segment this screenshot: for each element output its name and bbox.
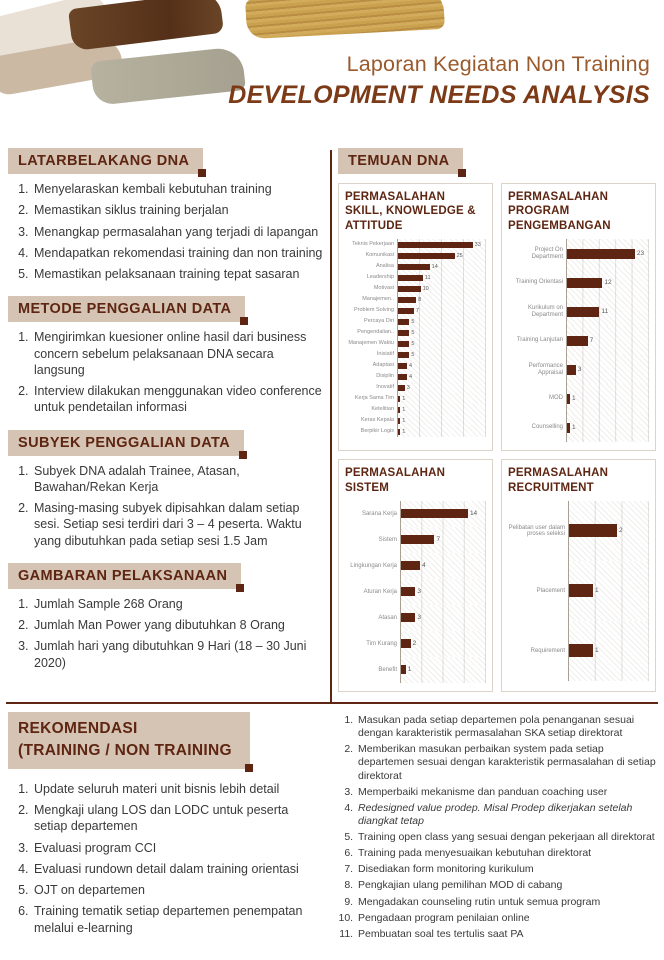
chart-bar-area bbox=[397, 393, 486, 404]
chart-row bbox=[345, 283, 486, 294]
chart-value-label: 7 bbox=[415, 307, 419, 314]
chart-category-label: Inovatif bbox=[376, 383, 394, 390]
chart-row bbox=[508, 355, 649, 384]
list-item: 4. Evaluasi rundown detail dalam training orientasi bbox=[32, 861, 324, 877]
chart-value-label: 2 bbox=[412, 640, 417, 648]
chart-bar bbox=[398, 374, 407, 380]
chart-category-label: Tim Kurang bbox=[366, 640, 397, 647]
chart-bar bbox=[567, 249, 635, 259]
chart-row bbox=[345, 327, 486, 338]
chart-row bbox=[345, 382, 486, 393]
chart-category-label: Manajemen Waktu bbox=[348, 339, 394, 346]
chart-bar bbox=[567, 336, 588, 346]
chart-value-label: 3 bbox=[417, 614, 421, 622]
chart-category-label: Pelibatan user dalam proses seleksi bbox=[508, 524, 565, 537]
chart-value-label: 3 bbox=[406, 384, 410, 391]
chart-card-program bbox=[501, 183, 656, 451]
chart-row bbox=[345, 605, 486, 631]
chart-value-label: 11 bbox=[601, 308, 609, 316]
chart-bar-area bbox=[397, 305, 486, 316]
chart-value-label: 1 bbox=[595, 587, 599, 595]
chart-bar-area bbox=[400, 553, 486, 579]
chart-row bbox=[345, 415, 486, 426]
chart-row bbox=[508, 239, 649, 268]
chart-category-label: Problem Solving bbox=[353, 306, 394, 313]
list-item: 1. Subyek DNA adalah Trainee, Atasan, Bawahan/Rekan Kerja bbox=[32, 463, 324, 496]
chart-row bbox=[345, 527, 486, 553]
chart-category-label: Benefit bbox=[378, 666, 397, 673]
chart-value-label: 3 bbox=[577, 366, 582, 374]
chart-bar-area bbox=[397, 250, 486, 261]
chart-bar bbox=[569, 644, 593, 657]
chart-value-label: 7 bbox=[589, 337, 594, 345]
charts-grid bbox=[338, 183, 656, 692]
left-column bbox=[8, 142, 324, 702]
list-item: 9. Mengadakan counseling rutin untuk semua program bbox=[356, 896, 656, 909]
chart-row bbox=[345, 272, 486, 283]
chart-bar bbox=[398, 396, 400, 402]
chart-category-label: Sarana Kerja bbox=[361, 510, 397, 517]
chart-row bbox=[345, 426, 486, 437]
chart-category-label: Placement bbox=[536, 587, 565, 594]
skill-bar-chart bbox=[345, 239, 486, 437]
rekomendasi-right bbox=[324, 712, 656, 958]
chart-value-label: 3 bbox=[417, 588, 421, 596]
list-item: 6. Training tematik setiap departemen penempatan melalui e-learning bbox=[32, 903, 324, 936]
rekomendasi-left bbox=[8, 712, 324, 958]
chart-title-program: PERMASALAHAN PROGRAM PENGEMBANGAN bbox=[508, 191, 611, 232]
chart-bar-area bbox=[397, 349, 486, 360]
section-gambaran bbox=[8, 557, 324, 671]
chart-value-label: 25 bbox=[456, 252, 463, 259]
section-title-latarbelakang: LATARBELAKANG DNA bbox=[8, 148, 203, 174]
chart-bar-area bbox=[400, 605, 486, 631]
list-item: 4. Mendapatkan rekomendasi training dan non training bbox=[32, 245, 324, 261]
chart-row bbox=[345, 294, 486, 305]
chart-title-sistem: PERMASALAHAN SISTEM bbox=[345, 467, 446, 494]
chart-category-label: Percaya Diri bbox=[364, 317, 394, 324]
list-item: 2. Masing-masing subyek dipisahkan dalam setiap sesi. Setiap sesi terdiri dari 3 – 4 peserta. Waktu yang dibutuhkan pada setiap sesi 1.5 Jam bbox=[32, 500, 324, 549]
list-item: 2. Mengkaji ulang LOS dan LODC untuk peserta setiap departemen bbox=[32, 802, 324, 835]
chart-bar bbox=[398, 330, 409, 336]
list-item: 1. Update seluruh materi unit bisnis lebih detail bbox=[32, 781, 324, 797]
report-header bbox=[0, 0, 664, 142]
chart-value-label: 1 bbox=[571, 395, 576, 403]
chart-category-label: Kerja Sama Tim bbox=[354, 394, 394, 401]
chart-card-skill bbox=[338, 183, 493, 451]
chart-category-label: Manajemen.. bbox=[362, 295, 394, 302]
chart-value-label: 10 bbox=[422, 285, 429, 292]
chart-bar-area bbox=[400, 631, 486, 657]
list-item: 8. Pengkajian ulang pemilihan MOD di cabang bbox=[356, 879, 656, 892]
chart-bar-area bbox=[568, 501, 649, 561]
chart-category-label: Adaptasi bbox=[372, 361, 394, 368]
chart-value-label: 4 bbox=[422, 562, 426, 570]
chart-row bbox=[508, 501, 649, 561]
chart-category-label: Ketelitian bbox=[371, 405, 394, 412]
chart-value-label: 1 bbox=[595, 647, 599, 655]
chart-value-label: 5 bbox=[411, 318, 415, 325]
chart-category-label: Inisiatif bbox=[376, 350, 394, 357]
latarbelakang-list bbox=[8, 181, 324, 282]
chart-row bbox=[508, 384, 649, 413]
section-title-rekomendasi bbox=[8, 712, 250, 769]
chart-bar-area bbox=[400, 527, 486, 553]
chart-row bbox=[345, 657, 486, 683]
chart-bar bbox=[398, 385, 405, 391]
chart-bar-area bbox=[397, 360, 486, 371]
chart-row bbox=[345, 349, 486, 360]
list-item: 5. OJT on departemen bbox=[32, 882, 324, 898]
chart-value-label: 23 bbox=[636, 250, 645, 258]
chart-value-label: 1 bbox=[402, 428, 406, 435]
list-item: 6. Training pada menyesuaikan kebutuhan direktorat bbox=[356, 847, 656, 860]
chart-bar bbox=[401, 639, 411, 648]
chart-category-label: Analisa bbox=[375, 262, 394, 269]
gambaran-list bbox=[8, 596, 324, 671]
chart-bar-area bbox=[400, 579, 486, 605]
chart-row bbox=[345, 316, 486, 327]
chart-bar-area bbox=[568, 621, 649, 681]
section-title-gambaran: GAMBARAN PELAKSANAAN bbox=[8, 563, 241, 589]
chart-row bbox=[345, 631, 486, 657]
chart-bar-area bbox=[397, 239, 486, 250]
chart-bar-area bbox=[397, 316, 486, 327]
recruitment-bar-chart bbox=[508, 501, 649, 681]
list-item: 11. Pembuatan soal tes tertulis saat PA bbox=[356, 928, 656, 941]
chart-row bbox=[345, 338, 486, 349]
list-item: 3. Menangkap permasalahan yang terjadi di lapangan bbox=[32, 224, 324, 240]
chart-bar bbox=[401, 509, 468, 518]
chart-bar-area bbox=[397, 272, 486, 283]
chart-bar bbox=[401, 613, 415, 622]
chart-value-label: 14 bbox=[469, 510, 478, 518]
chart-category-label: Lingkungan Kerja bbox=[350, 562, 397, 569]
chart-bar-area bbox=[566, 268, 649, 297]
chart-row bbox=[345, 553, 486, 579]
chart-category-label: Motivasi bbox=[373, 284, 394, 291]
list-item: 5. Training open class yang sesuai dengan pekerjaan all direktorat bbox=[356, 831, 656, 844]
chart-value-label: 12 bbox=[604, 279, 612, 287]
chart-value-label: 1 bbox=[402, 406, 406, 413]
list-item bbox=[356, 802, 656, 828]
chart-bar-area bbox=[400, 501, 486, 527]
chart-category-label: Komunikasi bbox=[365, 251, 394, 258]
chart-bar bbox=[398, 297, 416, 303]
list-item: 5. Memastikan pelaksanaan training tepat sasaran bbox=[32, 266, 324, 282]
brush-stroke-brown bbox=[68, 0, 224, 51]
chart-category-label: Sistem bbox=[378, 536, 397, 543]
chart-bar-area bbox=[566, 326, 649, 355]
chart-row bbox=[345, 371, 486, 382]
chart-bar bbox=[567, 307, 599, 317]
list-item: 2. Memastikan siklus training berjalan bbox=[32, 202, 324, 218]
chart-bar bbox=[401, 535, 434, 544]
chart-bar-area bbox=[397, 426, 486, 437]
chart-row bbox=[345, 305, 486, 316]
chart-category-label: Teknis Pekerjaan bbox=[352, 240, 394, 247]
program-bar-chart bbox=[508, 239, 649, 442]
chart-category-label: Aturan Kerja bbox=[363, 588, 397, 595]
chart-bar bbox=[401, 587, 415, 596]
chart-row bbox=[508, 268, 649, 297]
chart-row bbox=[345, 404, 486, 415]
chart-bar-area bbox=[397, 283, 486, 294]
chart-value-label: 4 bbox=[409, 362, 413, 369]
chart-bar-area bbox=[397, 338, 486, 349]
rekomendasi-right-list bbox=[336, 714, 656, 941]
chart-bar-area bbox=[397, 294, 486, 305]
chart-bar bbox=[398, 341, 409, 347]
chart-bar bbox=[401, 561, 420, 570]
chart-value-label: 1 bbox=[402, 417, 406, 424]
chart-row bbox=[508, 621, 649, 681]
chart-bar bbox=[398, 418, 400, 424]
chart-category-label: Keras Kepala bbox=[360, 416, 394, 423]
list-item: 2. Interview dilakukan menggunakan video conference untuk pendetailan informasi bbox=[32, 383, 324, 416]
section-metode bbox=[8, 290, 324, 415]
chart-category-label: Kurikulum on Department bbox=[527, 305, 563, 318]
chart-row bbox=[345, 261, 486, 272]
chart-bar bbox=[567, 394, 570, 404]
chart-bar bbox=[398, 308, 414, 314]
list-item: 3. Jumlah hari yang dibutuhkan 9 Hari (18 – 30 Juni 2020) bbox=[32, 638, 324, 671]
chart-value-label: 11 bbox=[424, 274, 431, 281]
chart-category-label: Berpikir Logis bbox=[360, 427, 394, 434]
list-item: 2. Memberikan masukan perbaikan system pada setiap departemen sesuai dengan karakteristik permasalahan di setiap direktorat bbox=[356, 743, 656, 782]
chart-bar-area bbox=[397, 327, 486, 338]
subyek-list bbox=[8, 463, 324, 549]
metode-list bbox=[8, 329, 324, 415]
chart-category-label: Disiplin bbox=[376, 372, 394, 379]
list-item: 3. Evaluasi program CCI bbox=[32, 840, 324, 856]
chart-bar-area bbox=[566, 239, 649, 268]
list-item: 10. Pengadaan program penilaian online bbox=[356, 912, 656, 925]
chart-category-label: Requirement bbox=[530, 647, 565, 654]
chart-value-label: 1 bbox=[407, 666, 412, 674]
chart-value-label: 7 bbox=[436, 536, 441, 544]
chart-category-label: MOD bbox=[549, 395, 563, 402]
chart-bar-area bbox=[397, 371, 486, 382]
chart-card-sistem bbox=[338, 459, 493, 692]
list-item-text: Redesigned value prodep. Misal Prodep dikerjakan setelah diangkat tetap bbox=[358, 801, 633, 827]
chart-title-recruitment: PERMASALAHAN RECRUITMENT bbox=[508, 467, 609, 494]
vertical-divider bbox=[330, 150, 332, 702]
chart-bar-area bbox=[566, 413, 649, 442]
rekomendasi-title-line2: (TRAINING / NON TRAINING bbox=[18, 742, 232, 760]
chart-bar bbox=[398, 242, 473, 248]
report-subtitle: Laporan Kegiatan Non Training bbox=[346, 52, 650, 76]
list-item: 1. Masukan pada setiap departemen pola penanganan sesuai dengan karakteristik permasalahan SKA setiap direktorat bbox=[356, 714, 656, 740]
list-item: 2. Jumlah Man Power yang dibutuhkan 8 Orang bbox=[32, 617, 324, 633]
chart-bar-area bbox=[397, 382, 486, 393]
chart-bar bbox=[569, 524, 617, 537]
chart-value-label: 5 bbox=[411, 351, 415, 358]
chart-card-recruitment bbox=[501, 459, 656, 692]
chart-bar bbox=[398, 407, 400, 413]
section-title-temuan: TEMUAN DNA bbox=[338, 148, 463, 174]
chart-bar-area bbox=[397, 415, 486, 426]
chart-category-label: Project On Department bbox=[531, 247, 563, 260]
chart-value-label: 1 bbox=[571, 424, 576, 432]
chart-bar bbox=[398, 264, 430, 270]
chart-value-label: 5 bbox=[411, 340, 415, 347]
main-content bbox=[0, 142, 664, 702]
chart-bar-area bbox=[566, 355, 649, 384]
chart-row bbox=[508, 297, 649, 326]
chart-category-label: Performance Appraisal bbox=[528, 363, 563, 376]
section-title-metode: METODE PENGGALIAN DATA bbox=[8, 296, 245, 322]
chart-bar-area bbox=[400, 657, 486, 683]
section-latarbelakang bbox=[8, 142, 324, 282]
chart-bar-area bbox=[397, 404, 486, 415]
chart-bar bbox=[398, 275, 423, 281]
chart-bar bbox=[398, 286, 421, 292]
chart-category-label: Training Orientasi bbox=[515, 279, 563, 286]
chart-bar bbox=[569, 584, 593, 597]
section-subyek bbox=[8, 424, 324, 549]
chart-category-label: Counselling bbox=[531, 424, 563, 431]
report-title: DEVELOPMENT NEEDS ANALYSIS bbox=[228, 81, 650, 109]
chart-category-label: Training Lanjutan bbox=[516, 337, 563, 344]
sistem-bar-chart bbox=[345, 501, 486, 683]
chart-bar bbox=[398, 319, 409, 325]
chart-value-label: 1 bbox=[402, 395, 406, 402]
chart-bar bbox=[567, 365, 576, 375]
chart-value-label: 4 bbox=[409, 373, 413, 380]
chart-row bbox=[345, 239, 486, 250]
list-item: 3. Memperbaiki mekanisme dan panduan coaching user bbox=[356, 786, 656, 799]
rekomendasi-section bbox=[0, 704, 664, 958]
rekomendasi-left-list bbox=[8, 781, 324, 936]
brush-stroke-gold bbox=[245, 0, 445, 39]
chart-bar bbox=[398, 352, 409, 358]
list-item: 1. Jumlah Sample 268 Orang bbox=[32, 596, 324, 612]
chart-bar bbox=[401, 665, 406, 674]
chart-value-label: 2 bbox=[619, 527, 623, 535]
chart-bar bbox=[398, 429, 400, 435]
chart-bar bbox=[567, 423, 570, 433]
chart-category-label: Leadership bbox=[366, 273, 394, 280]
chart-category-label: Atasan bbox=[378, 614, 397, 621]
chart-row bbox=[508, 413, 649, 442]
chart-row bbox=[345, 250, 486, 261]
chart-title-skill: PERMASALAHAN SKILL, KNOWLEDGE & ATTITUDE bbox=[345, 191, 476, 232]
chart-value-label: 5 bbox=[411, 329, 415, 336]
chart-bar-area bbox=[566, 297, 649, 326]
chart-value-label: 14 bbox=[431, 263, 438, 270]
chart-bar bbox=[398, 363, 407, 369]
chart-bar-area bbox=[397, 261, 486, 272]
list-item: 7. Disediakan form monitoring kurikulum bbox=[356, 863, 656, 876]
section-title-subyek: SUBYEK PENGGALIAN DATA bbox=[8, 430, 244, 456]
chart-bar bbox=[567, 278, 602, 288]
list-item: 1. Menyelaraskan kembali kebutuhan training bbox=[32, 181, 324, 197]
chart-row bbox=[345, 393, 486, 404]
chart-bar-area bbox=[566, 384, 649, 413]
chart-value-label: 8 bbox=[418, 296, 422, 303]
chart-row bbox=[345, 360, 486, 371]
chart-row bbox=[508, 326, 649, 355]
rekomendasi-title-line1: REKOMENDASI bbox=[18, 720, 138, 737]
chart-category-label: Pengendalian.. bbox=[357, 328, 394, 335]
list-item: 1. Mengirimkan kuesioner online hasil dari business concern sebelum pelaksanaan DNA secara langsung bbox=[32, 329, 324, 378]
temuan-panel bbox=[338, 142, 656, 702]
chart-row bbox=[508, 561, 649, 621]
chart-bar bbox=[398, 253, 455, 259]
chart-value-label: 33 bbox=[474, 241, 481, 248]
chart-bar-area bbox=[568, 561, 649, 621]
chart-row bbox=[345, 501, 486, 527]
chart-row bbox=[345, 579, 486, 605]
